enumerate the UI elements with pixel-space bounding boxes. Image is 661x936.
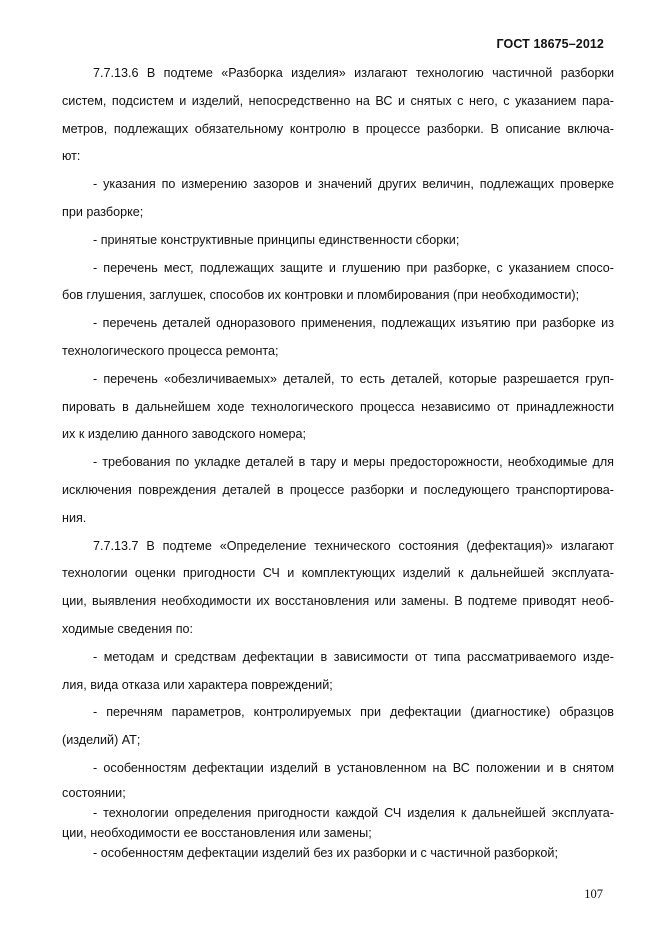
text-line: технологического процесса ремонта; [62,343,279,358]
text-line: ния. [62,510,87,525]
text-line: - технологии определения пригодности каждой СЧ изделия к дальнейшей эксплуата- [93,805,614,820]
text-line: ходимые сведения по: [62,621,194,636]
text-line: технологии оценки пригодности СЧ и комплектующих изделий к дальнейшей эксплуата- [62,566,614,581]
text-line: метров, подлежащих обязательному контролю в процессе разборки. В описание включа- [62,121,614,136]
text-line: - указания по измерению зазоров и значений других величин, подлежащих проверке [93,177,614,192]
text-line: - принятые конструктивные принципы единственности сборки; [93,232,460,247]
text-line: (изделий) АТ; [62,733,141,748]
text-line: лия, вида отказа или характера повреждений; [62,677,333,692]
text-line: состоянии; [62,785,126,800]
text-line: - особенностям дефектации изделий в установленном на ВС положении и в снятом [93,760,614,775]
text-line: - перечень «обезличиваемых» деталей, то есть деталей, которые разрешается груп- [93,371,614,386]
text-line: пировать в дальнейшем ходе технологического процесса независимо от принадлежности [62,399,614,414]
text-line: ции, необходимости ее восстановления или замены; [62,825,372,840]
text-line: бов глушения, заглушек, способов их контровки и пломбирования (при необходимости); [62,288,580,303]
text-line: ции, выявления необходимости их восстановления или замены. В подтеме приводят необ- [62,594,614,609]
text-line: - особенностям дефектации изделий без их разборки и с частичной разборкой; [93,845,558,860]
page-number: 107 [584,887,603,901]
text-line: ют: [62,149,81,164]
document-standard-header: ГОСТ 18675–2012 [496,37,604,51]
document-body [62,60,614,863]
text-line: 7.7.13.6 В подтеме «Разборка изделия» излагают технологию частичной разборки [93,66,614,80]
text-line: систем, подсистем и изделий, непосредственно на ВС и снятых с него, с указанием пара- [62,93,614,108]
text-line: исключения повреждения деталей в процессе разборки и последующего транспортирова- [62,482,614,497]
text-line: их к изделию данного заводского номера; [62,427,307,442]
text-line: при разборке; [62,204,144,219]
text-line: - методам и средствам дефектации в зависимости от типа рассматриваемого изде- [93,649,614,664]
text-line: - перечням параметров, контролируемых при дефектации (диагностике) образцов [93,705,614,720]
text-line: 7.7.13.7 В подтеме «Определение технического состояния (дефектация)» излагают [93,538,614,553]
text-line: - перечень деталей одноразового применения, подлежащих изъятию при разборке из [93,316,614,331]
text-line: - требования по укладке деталей в тару и меры предосторожности, необходимые для [93,455,614,470]
text-line: - перечень мест, подлежащих защите и глушению при разборке, с указанием спосо- [93,260,614,275]
